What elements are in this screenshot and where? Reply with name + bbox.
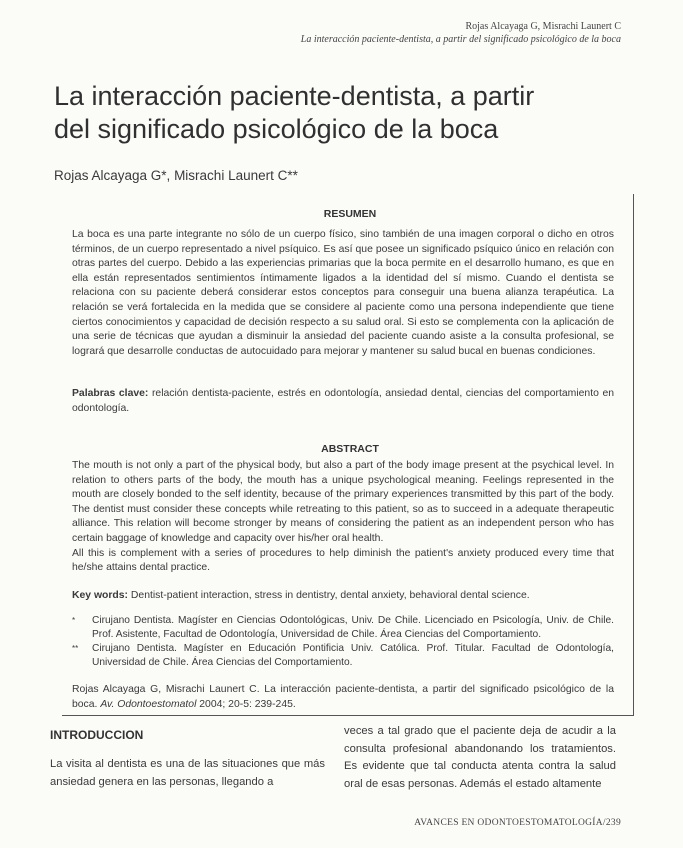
abstract-body	[72, 459, 614, 576]
author-footnotes	[72, 614, 614, 670]
key-words-label: Key words:	[72, 590, 129, 601]
palabras-clave	[72, 387, 614, 416]
citation-ref: 2004; 20-5: 239-245.	[199, 698, 296, 710]
abstract-heading: ABSTRACT	[321, 443, 379, 455]
running-head	[301, 20, 621, 46]
key-words-text: Dentist-patient interaction, stress in dentistry, dental anxiety, behavioral dental science.	[130, 590, 530, 601]
article-title	[54, 80, 634, 146]
footnote-text: Cirujano Dentista. Magíster en Educación Pontificia Univ. Católica. Prof. Titular. Facultad de Odontología, Universidad de Chile. Área Ciencias del Comportamiento.	[92, 643, 614, 668]
footnote	[72, 614, 614, 642]
footnote	[72, 642, 614, 670]
abstract-text-1: The mouth is not only a part of the physical body, but also a part of the body image present at the psychical level. In relation to others parts of the body, the mouth has a unique psychological meaning. Feelings represented in the mouth are closely bonded to the self identity, because of the primary experiences transmitted by this part of the body. The dentist must consider these concepts while retreating to this patient, so as to succeed in a adequate therapeutic alliance. This relation will become stronger by means of considering the patient as an independent person who has certain baggage of knowledge and capacity over his/her oral health.	[72, 460, 614, 544]
palabras-clave-label: Palabras clave:	[72, 388, 149, 399]
key-words	[72, 589, 614, 604]
citation	[72, 683, 614, 712]
resumen-body	[72, 228, 614, 359]
abstract-text-2: All this is complement with a series of procedures to help diminish the patient's anxiety produced every time that he/she attains dental practice.	[72, 547, 614, 574]
resumen-heading: RESUMEN	[323, 208, 377, 220]
citation-journal: Av. Odontoestomatol	[100, 698, 197, 710]
article-authors: Rojas Alcayaga G*, Misrachi Launert C**	[54, 168, 298, 183]
title-line-1: La interacción paciente-dentista, a partir	[54, 81, 535, 111]
palabras-clave-text: relación dentista-paciente, estrés en odontología, ansiedad dental, ciencias del comportamiento en odontología.	[72, 388, 614, 414]
footnote-mark: *	[72, 616, 76, 625]
introduccion-heading: INTRODUCCION	[50, 728, 144, 742]
running-head-authors: Rojas Alcayaga G, Misrachi Launert C	[465, 21, 621, 32]
page-footer: AVANCES EN ODONTOESTOMATOLOGÍA/239	[414, 818, 621, 828]
introduccion-column-1: La visita al dentista es una de las situaciones que más ansiedad genera en las personas, llegando a	[50, 758, 325, 788]
resumen-text: La boca es una parte integrante no sólo de un cuerpo físico, sino también de una imagen corporal o dicho en otros términos, de un cuerpo representado a nivel psíquico. Es así que posee un significado psíquico único en relación con otras partes del cuerpo. Debido a las experiencias primarias que la boca permite en el desarrollo humano, es que en ella están representados sentimientos íntimamente ligados a la identidad del sí mismo. Cuando el dentista se relaciona con su paciente deberá considerar estos conceptos para conseguir una buena alianza terapéutica. La relación se verá fortalecida en la medida que se considere al paciente como una persona independiente que tiene ciertos conocimientos y capacidad de decisión respecto a su salud oral. Si esto se complementa con la aplicación de una serie de técnicas que ayudan a disminuir la ansiedad del paciente cuando asiste a la consulta profesional, se logrará que desarrolle conductas de autocuidado para mejorar y mantener su salud bucal en buenas condiciones.	[72, 229, 614, 357]
footnote-text: Cirujano Dentista. Magíster en Ciencias Odontológicas, Univ. De Chile. Licenciado en Psicología, Univ. de Chile. Prof. Asistente, Facultad de Odontología, Universidad de Chile. Área Ciencias del Comportamiento.	[92, 615, 614, 640]
running-head-title: La interacción paciente-dentista, a partir del significado psicológico de la boca	[300, 34, 621, 45]
footnote-mark: **	[72, 644, 79, 653]
introduccion-column-2: veces a tal grado que el paciente deja de acudir a la consulta profesional abandonando los tratamientos. Es evidente que tal conducta atenta contra la salud oral de esas personas. Además el estado altamente	[344, 725, 616, 790]
title-line-2: del significado psicológico de la boca	[54, 114, 499, 144]
citation-text: Rojas Alcayaga G, Misrachi Launert C. La interacción paciente-dentista, a partir del significado psicológico de la boca.	[72, 684, 614, 710]
